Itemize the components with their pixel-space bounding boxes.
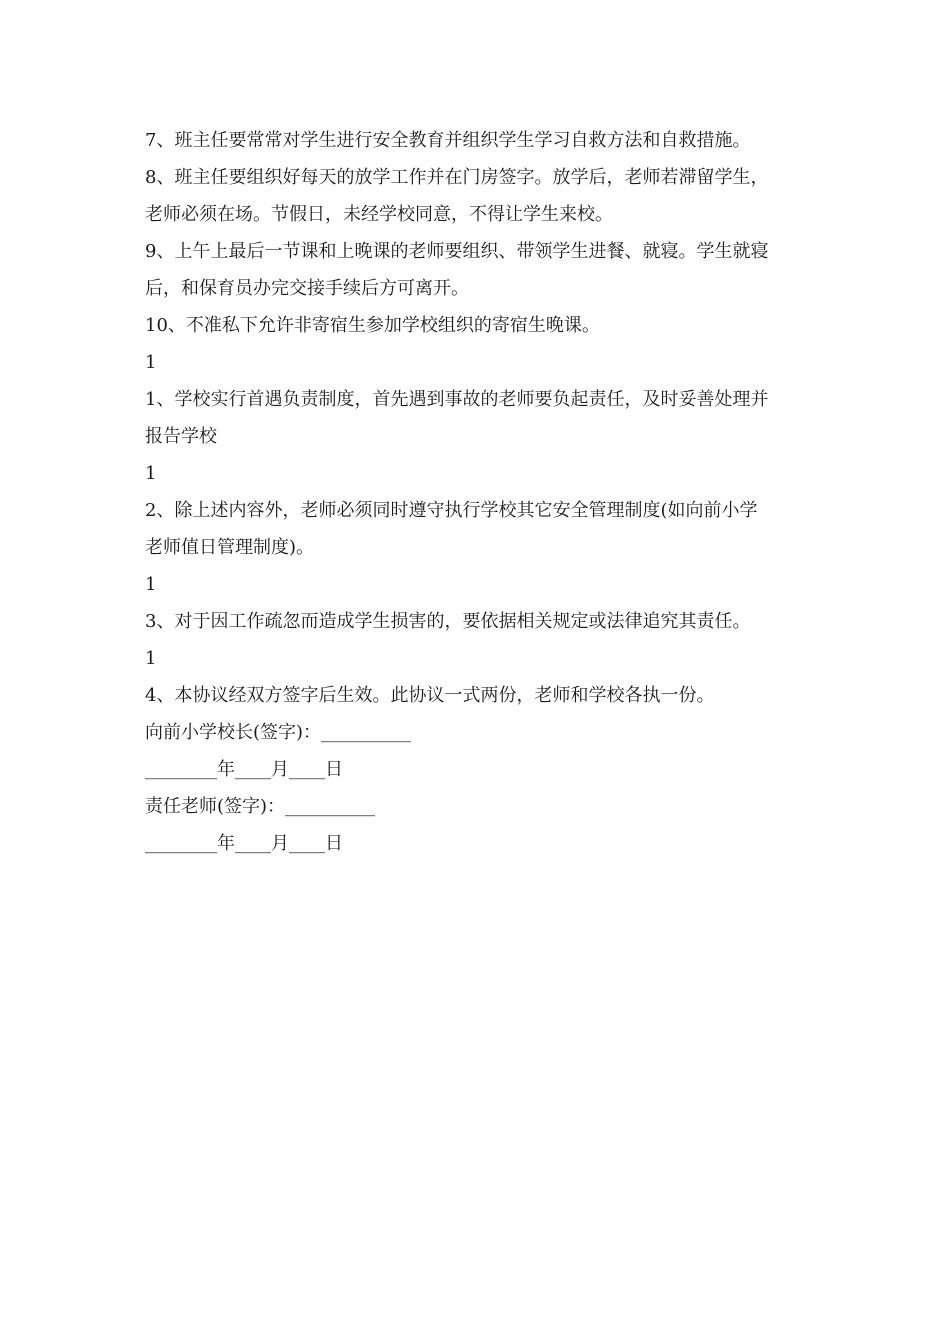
document-body <box>145 122 815 862</box>
clause-8-line-1: 8、班主任要组织好每天的放学工作并在门房签字。放学后，老师若滞留学生， <box>145 167 769 188</box>
teacher-signature-line: 责任老师(签字)：__________ <box>145 796 376 817</box>
provision-3-line-1: 3、对于因工作疏忽而造成学生损害的，要依据相关规定或法律追究其责任。 <box>145 611 751 632</box>
clause-8-line-2: 老师必须在场。节假日，未经学校同意，不得让学生来校。 <box>145 204 613 225</box>
clause-10-line-1: 10、不准私下允许非寄宿生参加学校组织的寄宿生晚课。 <box>145 315 600 336</box>
section-number <box>145 566 815 603</box>
provision-1-line-1: 1、学校实行首遇负责制度，首先遇到事故的老师要负起责任，及时妥善处理并 <box>145 389 769 410</box>
provision-1-line-2: 报告学校 <box>145 426 217 447</box>
signature-block <box>145 714 815 862</box>
section-number <box>145 455 815 492</box>
clause-8 <box>145 159 815 233</box>
section-number <box>145 640 815 677</box>
clause-9-line-1: 9、上午上最后一节课和上晚课的老师要组织、带领学生进餐、就寝。学生就寝 <box>145 241 769 262</box>
section-number-line: 1 <box>145 463 157 484</box>
principal-signature-line: 向前小学校长(签字)：__________ <box>145 722 412 743</box>
clause-7-line-1: 7、班主任要常常对学生进行安全教育并组织学生学习自救方法和自救措施。 <box>145 130 751 151</box>
section-number-line: 1 <box>145 648 157 669</box>
clause-10 <box>145 307 815 344</box>
clause-9 <box>145 233 815 307</box>
section-number-line: 1 <box>145 574 157 595</box>
provision-4 <box>145 677 815 714</box>
principal-date-line: ________年____月____日 <box>145 759 343 780</box>
provision-4-line-1: 4、本协议经双方签字后生效。此协议一式两份，老师和学校各执一份。 <box>145 685 715 706</box>
clause-9-line-2: 后，和保育员办完交接手续后方可离开。 <box>145 278 469 299</box>
provision-2 <box>145 492 815 566</box>
provision-2-line-1: 2、除上述内容外，老师必须同时遵守执行学校其它安全管理制度(如向前小学 <box>145 500 758 521</box>
provision-2-line-2: 老师值日管理制度)。 <box>145 537 315 558</box>
clause-7 <box>145 122 815 159</box>
section-number-line: 1 <box>145 352 157 373</box>
provision-1 <box>145 381 815 455</box>
teacher-date-line: ________年____月____日 <box>145 833 343 854</box>
section-number <box>145 344 815 381</box>
provision-3 <box>145 603 815 640</box>
